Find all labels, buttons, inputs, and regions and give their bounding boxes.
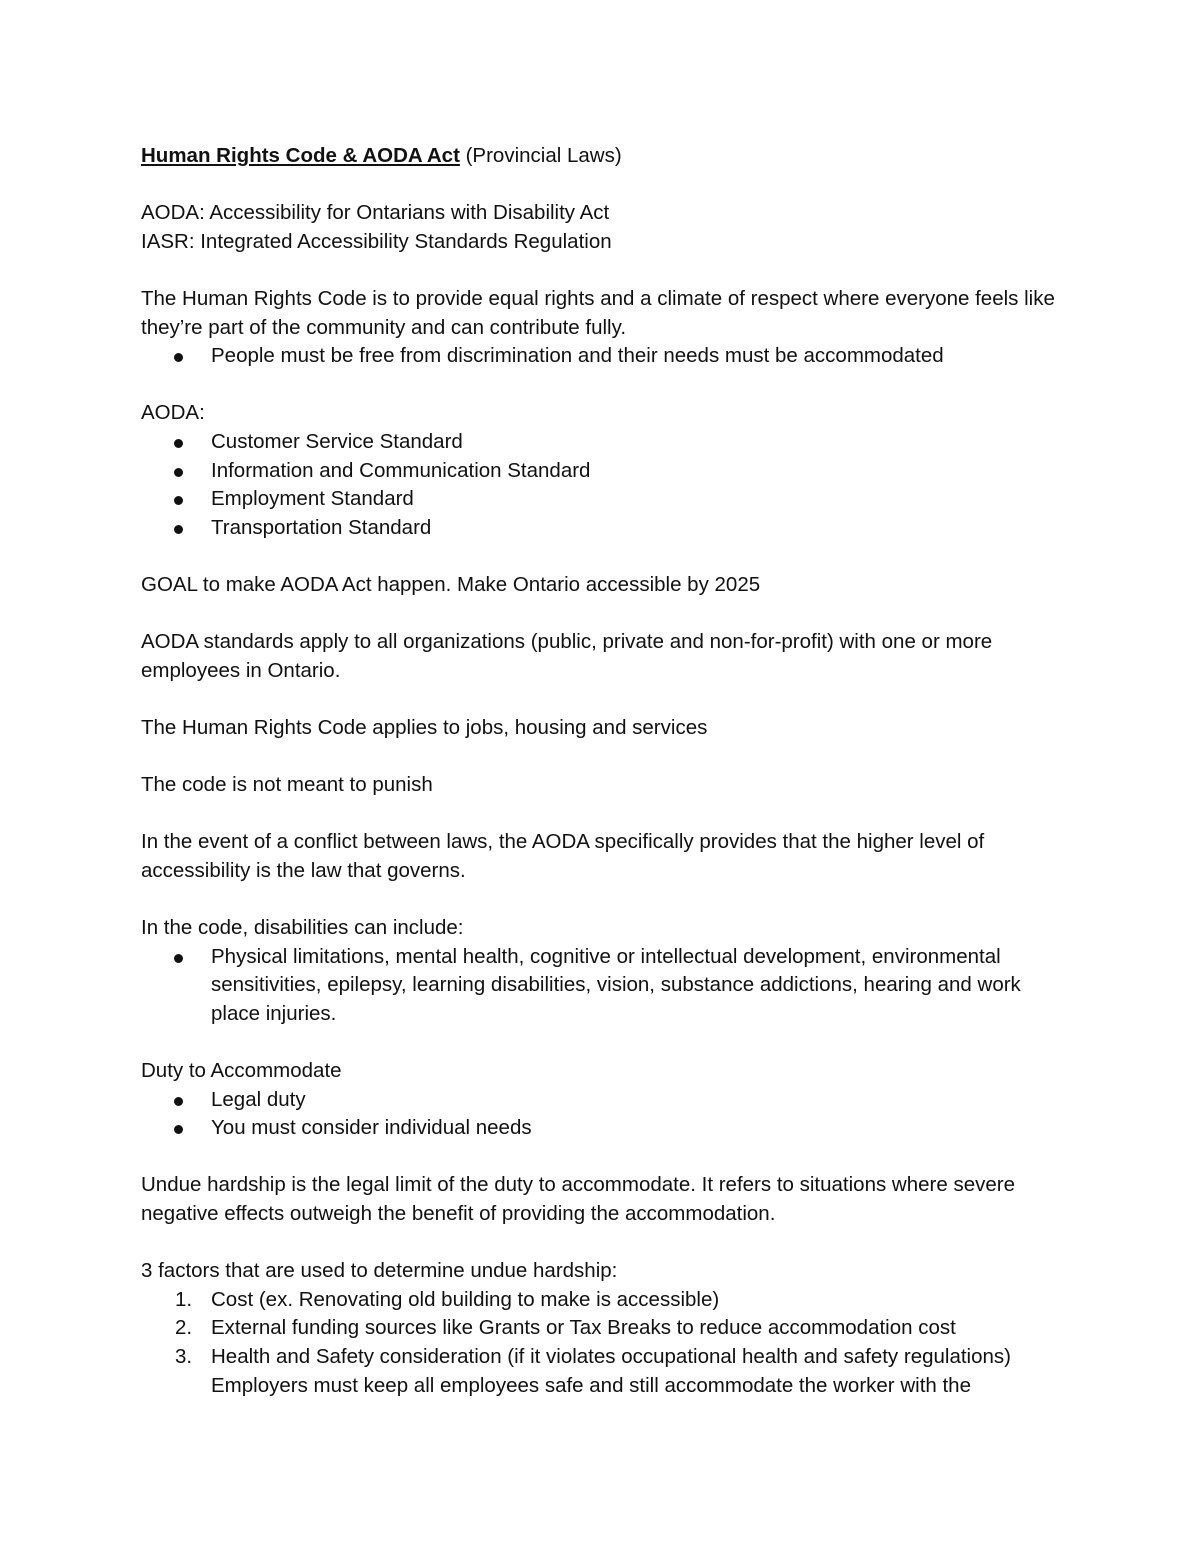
aoda-standards-list bbox=[141, 428, 1071, 542]
list-item-text: Employment Standard bbox=[211, 487, 414, 511]
duty-list bbox=[141, 1086, 1071, 1143]
acronym-iasr: IASR: Integrated Accessibility Standards Regulation bbox=[141, 229, 612, 253]
document-body bbox=[141, 142, 1071, 1400]
list-item bbox=[141, 1286, 1071, 1315]
bullet-icon bbox=[174, 496, 183, 505]
bullet-icon bbox=[174, 525, 183, 534]
list-item bbox=[141, 1114, 1071, 1143]
duty-heading: Duty to Accommodate bbox=[141, 1059, 342, 1082]
list-item-text: You must consider individual needs bbox=[211, 1116, 532, 1140]
spacer bbox=[141, 371, 1071, 400]
factors-list bbox=[141, 1286, 1071, 1400]
aoda-heading: AODA: bbox=[141, 401, 205, 425]
undue-hardship-paragraph: Undue hardship is the legal limit of the duty to accommodate. It refers to situations where severe negative effects outweigh the benefit of providing the accommodation. bbox=[141, 1173, 1015, 1225]
hrc-bullet-list bbox=[141, 342, 1071, 371]
spacer bbox=[141, 256, 1071, 285]
list-item-text: Cost (ex. Renovating old building to make is accessible) bbox=[211, 1287, 720, 1311]
factors-heading: 3 factors that are used to determine undue hardship: bbox=[141, 1259, 618, 1283]
list-number: 1. bbox=[175, 1287, 193, 1311]
list-item-text: Health and Safety consideration (if it violates occupational health and safety regulations) Employers must keep all employees safe and still accommodate the worker with the bbox=[211, 1344, 1011, 1397]
acronym-aoda: AODA: Accessibility for Ontarians with Disability Act bbox=[141, 201, 610, 225]
spacer bbox=[141, 171, 1071, 200]
bullet-icon bbox=[174, 954, 183, 963]
bullet-icon bbox=[174, 1097, 183, 1106]
spacer bbox=[141, 800, 1071, 829]
hrc-intro: The Human Rights Code is to provide equal rights and a climate of respect where everyone feels like they’re part of the community and can contribute fully. bbox=[141, 286, 1055, 339]
list-item-text: External funding sources like Grants or Tax Breaks to reduce accommodation cost bbox=[211, 1316, 956, 1340]
disabilities-list bbox=[141, 943, 1071, 1029]
hrc-applies-paragraph: The Human Rights Code applies to jobs, housing and services bbox=[141, 715, 708, 739]
list-item bbox=[141, 1314, 1071, 1343]
list-item bbox=[141, 485, 1071, 514]
spacer bbox=[141, 885, 1071, 914]
title-suffix: (Provincial Laws) bbox=[459, 144, 622, 167]
list-item-text: People must be free from discrimination and their needs must be accommodated bbox=[211, 344, 944, 368]
spacer bbox=[141, 685, 1071, 714]
list-item-text: Transportation Standard bbox=[211, 515, 432, 539]
bullet-icon bbox=[174, 439, 183, 448]
not-punish-paragraph: The code is not meant to punish bbox=[141, 773, 433, 797]
list-item bbox=[141, 1343, 1071, 1400]
list-number: 2. bbox=[175, 1316, 193, 1340]
bullet-icon bbox=[174, 353, 183, 362]
list-item bbox=[141, 457, 1071, 486]
conflict-paragraph: In the event of a conflict between laws, the AODA specifically provides that the higher level of accessibility is the law that governs. bbox=[141, 830, 985, 882]
list-item bbox=[141, 514, 1071, 543]
list-item-text: Customer Service Standard bbox=[211, 429, 463, 453]
list-item bbox=[141, 342, 1071, 371]
list-item-text: Information and Communication Standard bbox=[211, 458, 591, 482]
goal-statement: GOAL to make AODA Act happen. Make Ontario accessible by 2025 bbox=[141, 572, 761, 596]
list-item bbox=[141, 943, 1071, 1029]
list-item bbox=[141, 1086, 1071, 1115]
spacer bbox=[141, 542, 1071, 571]
list-item-text: Physical limitations, mental health, cognitive or intellectual development, environmental sensitivities, epilepsy, learning disabilities, vision, substance addictions, hearing and work place injuries. bbox=[211, 944, 1021, 1025]
spacer bbox=[141, 742, 1071, 771]
disabilities-heading: In the code, disabilities can include: bbox=[141, 916, 464, 940]
spacer bbox=[141, 600, 1071, 629]
spacer bbox=[141, 1143, 1071, 1172]
list-item bbox=[141, 428, 1071, 457]
bullet-icon bbox=[174, 468, 183, 477]
title-underlined: Human Rights Code & AODA Act bbox=[141, 144, 460, 167]
list-number: 3. bbox=[175, 1344, 193, 1368]
spacer bbox=[141, 1229, 1071, 1258]
list-item-text: Legal duty bbox=[211, 1087, 306, 1111]
bullet-icon bbox=[174, 1125, 183, 1134]
spacer bbox=[141, 1028, 1071, 1057]
document-title bbox=[141, 142, 1071, 171]
aoda-apply-paragraph: AODA standards apply to all organizations (public, private and non-for-profit) with one or more employees in Ontario. bbox=[141, 630, 993, 682]
